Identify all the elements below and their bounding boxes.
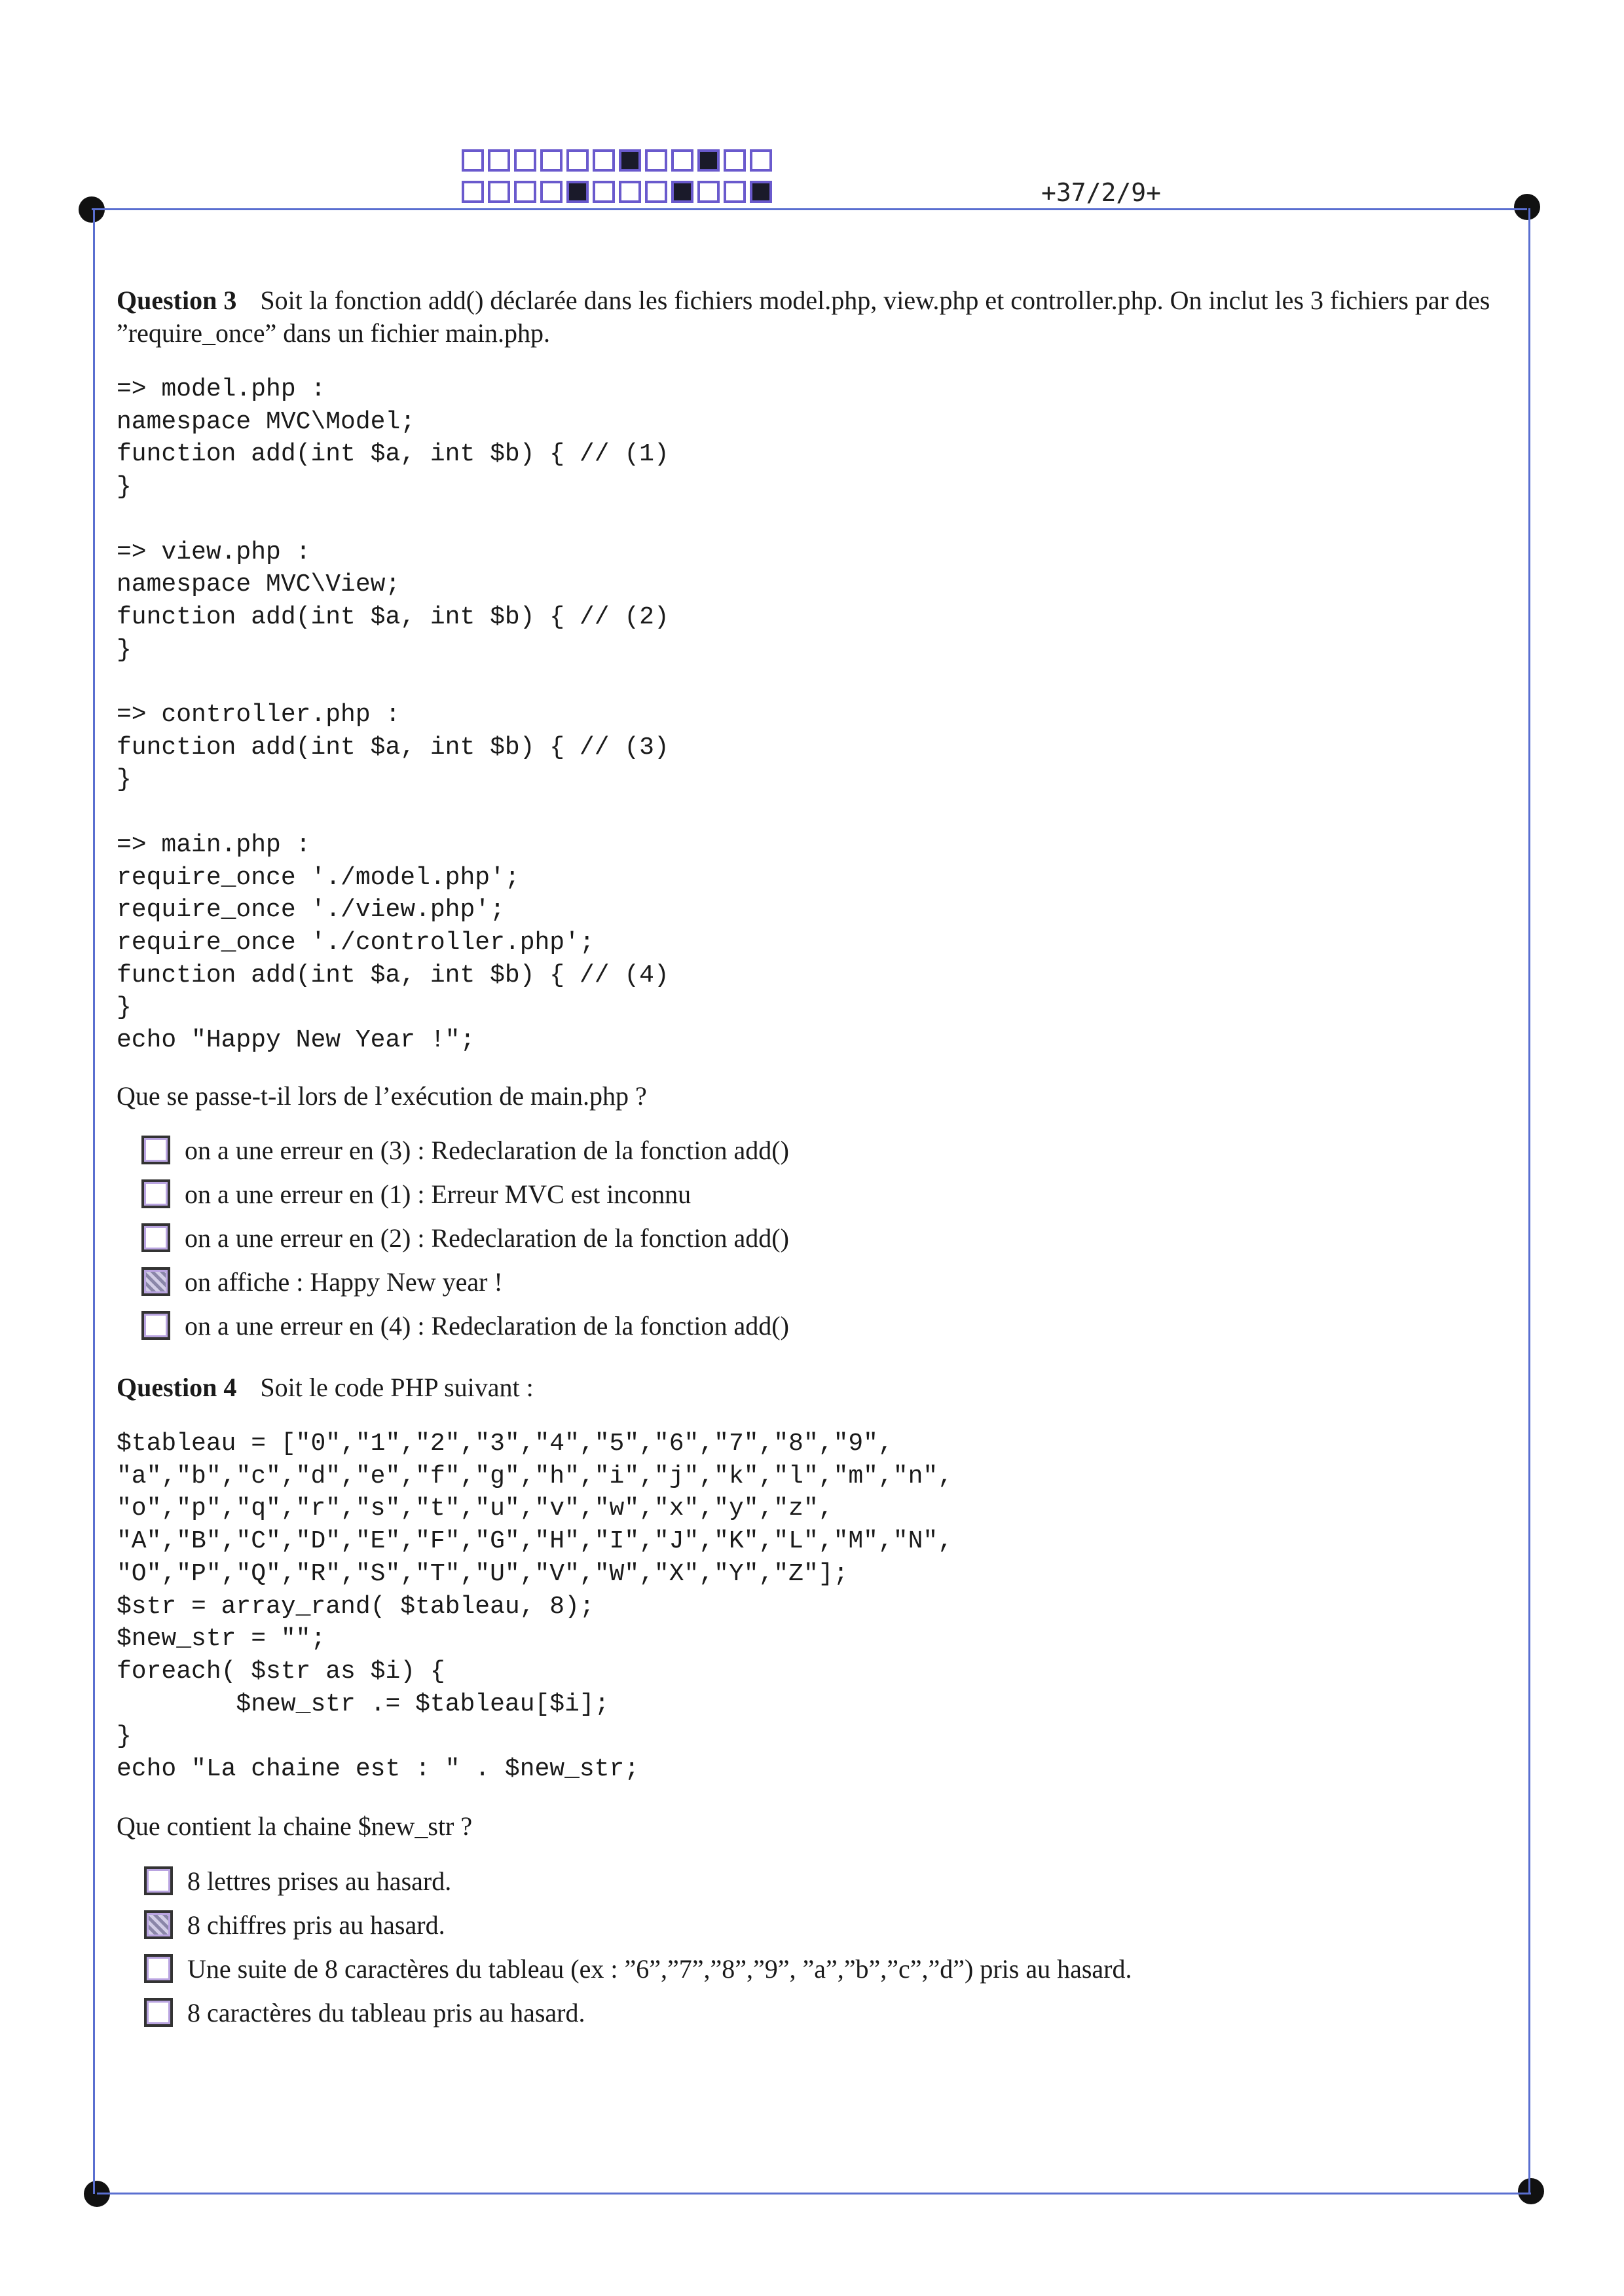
answer-label: 8 lettres prises au hasard. bbox=[187, 1866, 452, 1896]
code-cell-empty bbox=[462, 149, 484, 172]
answer-label: on a une erreur en (1) : Erreur MVC est inconnu bbox=[185, 1179, 692, 1209]
answer-checkbox-checked[interactable] bbox=[141, 1267, 170, 1296]
code-cell-empty bbox=[671, 149, 693, 172]
id-code-row-2 bbox=[462, 181, 776, 203]
answer-option[interactable] bbox=[141, 1263, 503, 1300]
code-cell-filled bbox=[619, 149, 641, 172]
answer-label: 8 chiffres pris au hasard. bbox=[187, 1910, 445, 1940]
code-cell-empty bbox=[540, 149, 563, 172]
code-cell-empty bbox=[619, 181, 641, 203]
code-cell-empty bbox=[540, 181, 563, 203]
code-cell-filled bbox=[671, 181, 693, 203]
code-cell-filled bbox=[566, 181, 589, 203]
frame-top bbox=[92, 208, 1527, 210]
corner-mark-top-right bbox=[1514, 194, 1540, 220]
code-cell-empty bbox=[697, 181, 720, 203]
code-cell-empty bbox=[488, 149, 510, 172]
answer-option[interactable] bbox=[141, 1219, 789, 1256]
answer-checkbox-checked[interactable] bbox=[144, 1910, 173, 1939]
answer-checkbox[interactable] bbox=[144, 1866, 173, 1895]
answer-label: on a une erreur en (2) : Redeclaration de la fonction add() bbox=[185, 1223, 789, 1253]
answer-label: on affiche : Happy New year ! bbox=[185, 1267, 503, 1297]
question-4-statement bbox=[117, 1371, 1505, 1404]
code-cell-empty bbox=[724, 181, 746, 203]
answer-option[interactable] bbox=[144, 1906, 445, 1943]
answer-checkbox[interactable] bbox=[141, 1179, 170, 1208]
frame-bottom bbox=[97, 2193, 1531, 2194]
frame-right bbox=[1528, 208, 1530, 2193]
answer-checkbox[interactable] bbox=[141, 1311, 170, 1340]
code-cell-empty bbox=[593, 149, 615, 172]
code-cell-filled bbox=[750, 181, 772, 203]
answer-checkbox[interactable] bbox=[141, 1136, 170, 1164]
code-cell-filled bbox=[697, 149, 720, 172]
question-number: Question 4 bbox=[117, 1373, 237, 1402]
code-cell-empty bbox=[566, 149, 589, 172]
answer-option[interactable] bbox=[141, 1176, 691, 1212]
question-text: Soit le code PHP suivant : bbox=[260, 1373, 534, 1402]
answer-checkbox[interactable] bbox=[141, 1223, 170, 1252]
corner-mark-bottom-right bbox=[1518, 2178, 1544, 2204]
code-cell-empty bbox=[514, 149, 536, 172]
code-cell-empty bbox=[645, 181, 667, 203]
question-3-prompt: Que se passe-t-il lors de l’exécution de main.php ? bbox=[117, 1081, 647, 1111]
code-cell-empty bbox=[750, 149, 772, 172]
answer-label: on a une erreur en (4) : Redeclaration de la fonction add() bbox=[185, 1310, 789, 1341]
page-id: +37/2/9+ bbox=[1041, 178, 1162, 207]
answer-checkbox[interactable] bbox=[144, 1998, 173, 2027]
frame-left bbox=[93, 210, 95, 2194]
question-text: Soit la fonction add() déclarée dans les fichiers model.php, view.php et controller.php. On inclut les 3 fichiers par des ”require_once” dans un fichier main.php. bbox=[117, 286, 1490, 348]
code-cell-empty bbox=[593, 181, 615, 203]
question-3-code: => model.php : namespace MVC\Model; function add(int $a, int $b) { // (1) } => view.php : namespace MVC\View; function add(int $a, int $b) { // (2) } => controller.php : function add(int $a, int $b) { // (3) } => main.php : require_once './model.php'; require_once './view.php'; require_once './controller.php'; function add(int $a, int $b) { // (4) } echo "Happy New Year !"; bbox=[117, 375, 669, 1055]
answer-option[interactable] bbox=[144, 1862, 451, 1899]
code-cell-empty bbox=[724, 149, 746, 172]
question-number: Question 3 bbox=[117, 286, 237, 315]
answer-checkbox[interactable] bbox=[144, 1954, 173, 1983]
question-4-prompt: Que contient la chaine $new_str ? bbox=[117, 1811, 473, 1841]
id-code-row-1 bbox=[462, 149, 776, 172]
answer-label: 8 caractères du tableau pris au hasard. bbox=[187, 1997, 585, 2028]
answer-option[interactable] bbox=[141, 1307, 789, 1344]
question-4-code: $tableau = ["0","1","2","3","4","5","6","7","8","9", "a","b","c","d","e","f","g","h","i","j","k","l","m","n", "o","p","q","r","s","t","u","v","w","x","y","z", "A","B","C","D","E","F","G","H","I","J","K","L","M","N", "O","P","Q","R","S","T","U","V","W","X","Y","Z"]; $str = array_rand( $tableau, 8); $new_str = ""; foreach( $str as $i) { $new_str .= $tableau[$i]; } echo "La chaine est : " . $new_str; bbox=[117, 1430, 953, 1784]
code-cell-empty bbox=[462, 181, 484, 203]
code-cell-empty bbox=[645, 149, 667, 172]
answer-option[interactable] bbox=[144, 1950, 1132, 1987]
answer-label: on a une erreur en (3) : Redeclaration de la fonction add() bbox=[185, 1135, 789, 1165]
code-cell-empty bbox=[514, 181, 536, 203]
code-cell-empty bbox=[488, 181, 510, 203]
answer-option[interactable] bbox=[141, 1132, 789, 1168]
answer-label: Une suite de 8 caractères du tableau (ex : ”6”,”7”,”8”,”9”, ”a”,”b”,”c”,”d”) pris au hasard. bbox=[187, 1953, 1132, 1984]
question-3-statement bbox=[117, 284, 1505, 350]
answer-option[interactable] bbox=[144, 1994, 585, 2031]
